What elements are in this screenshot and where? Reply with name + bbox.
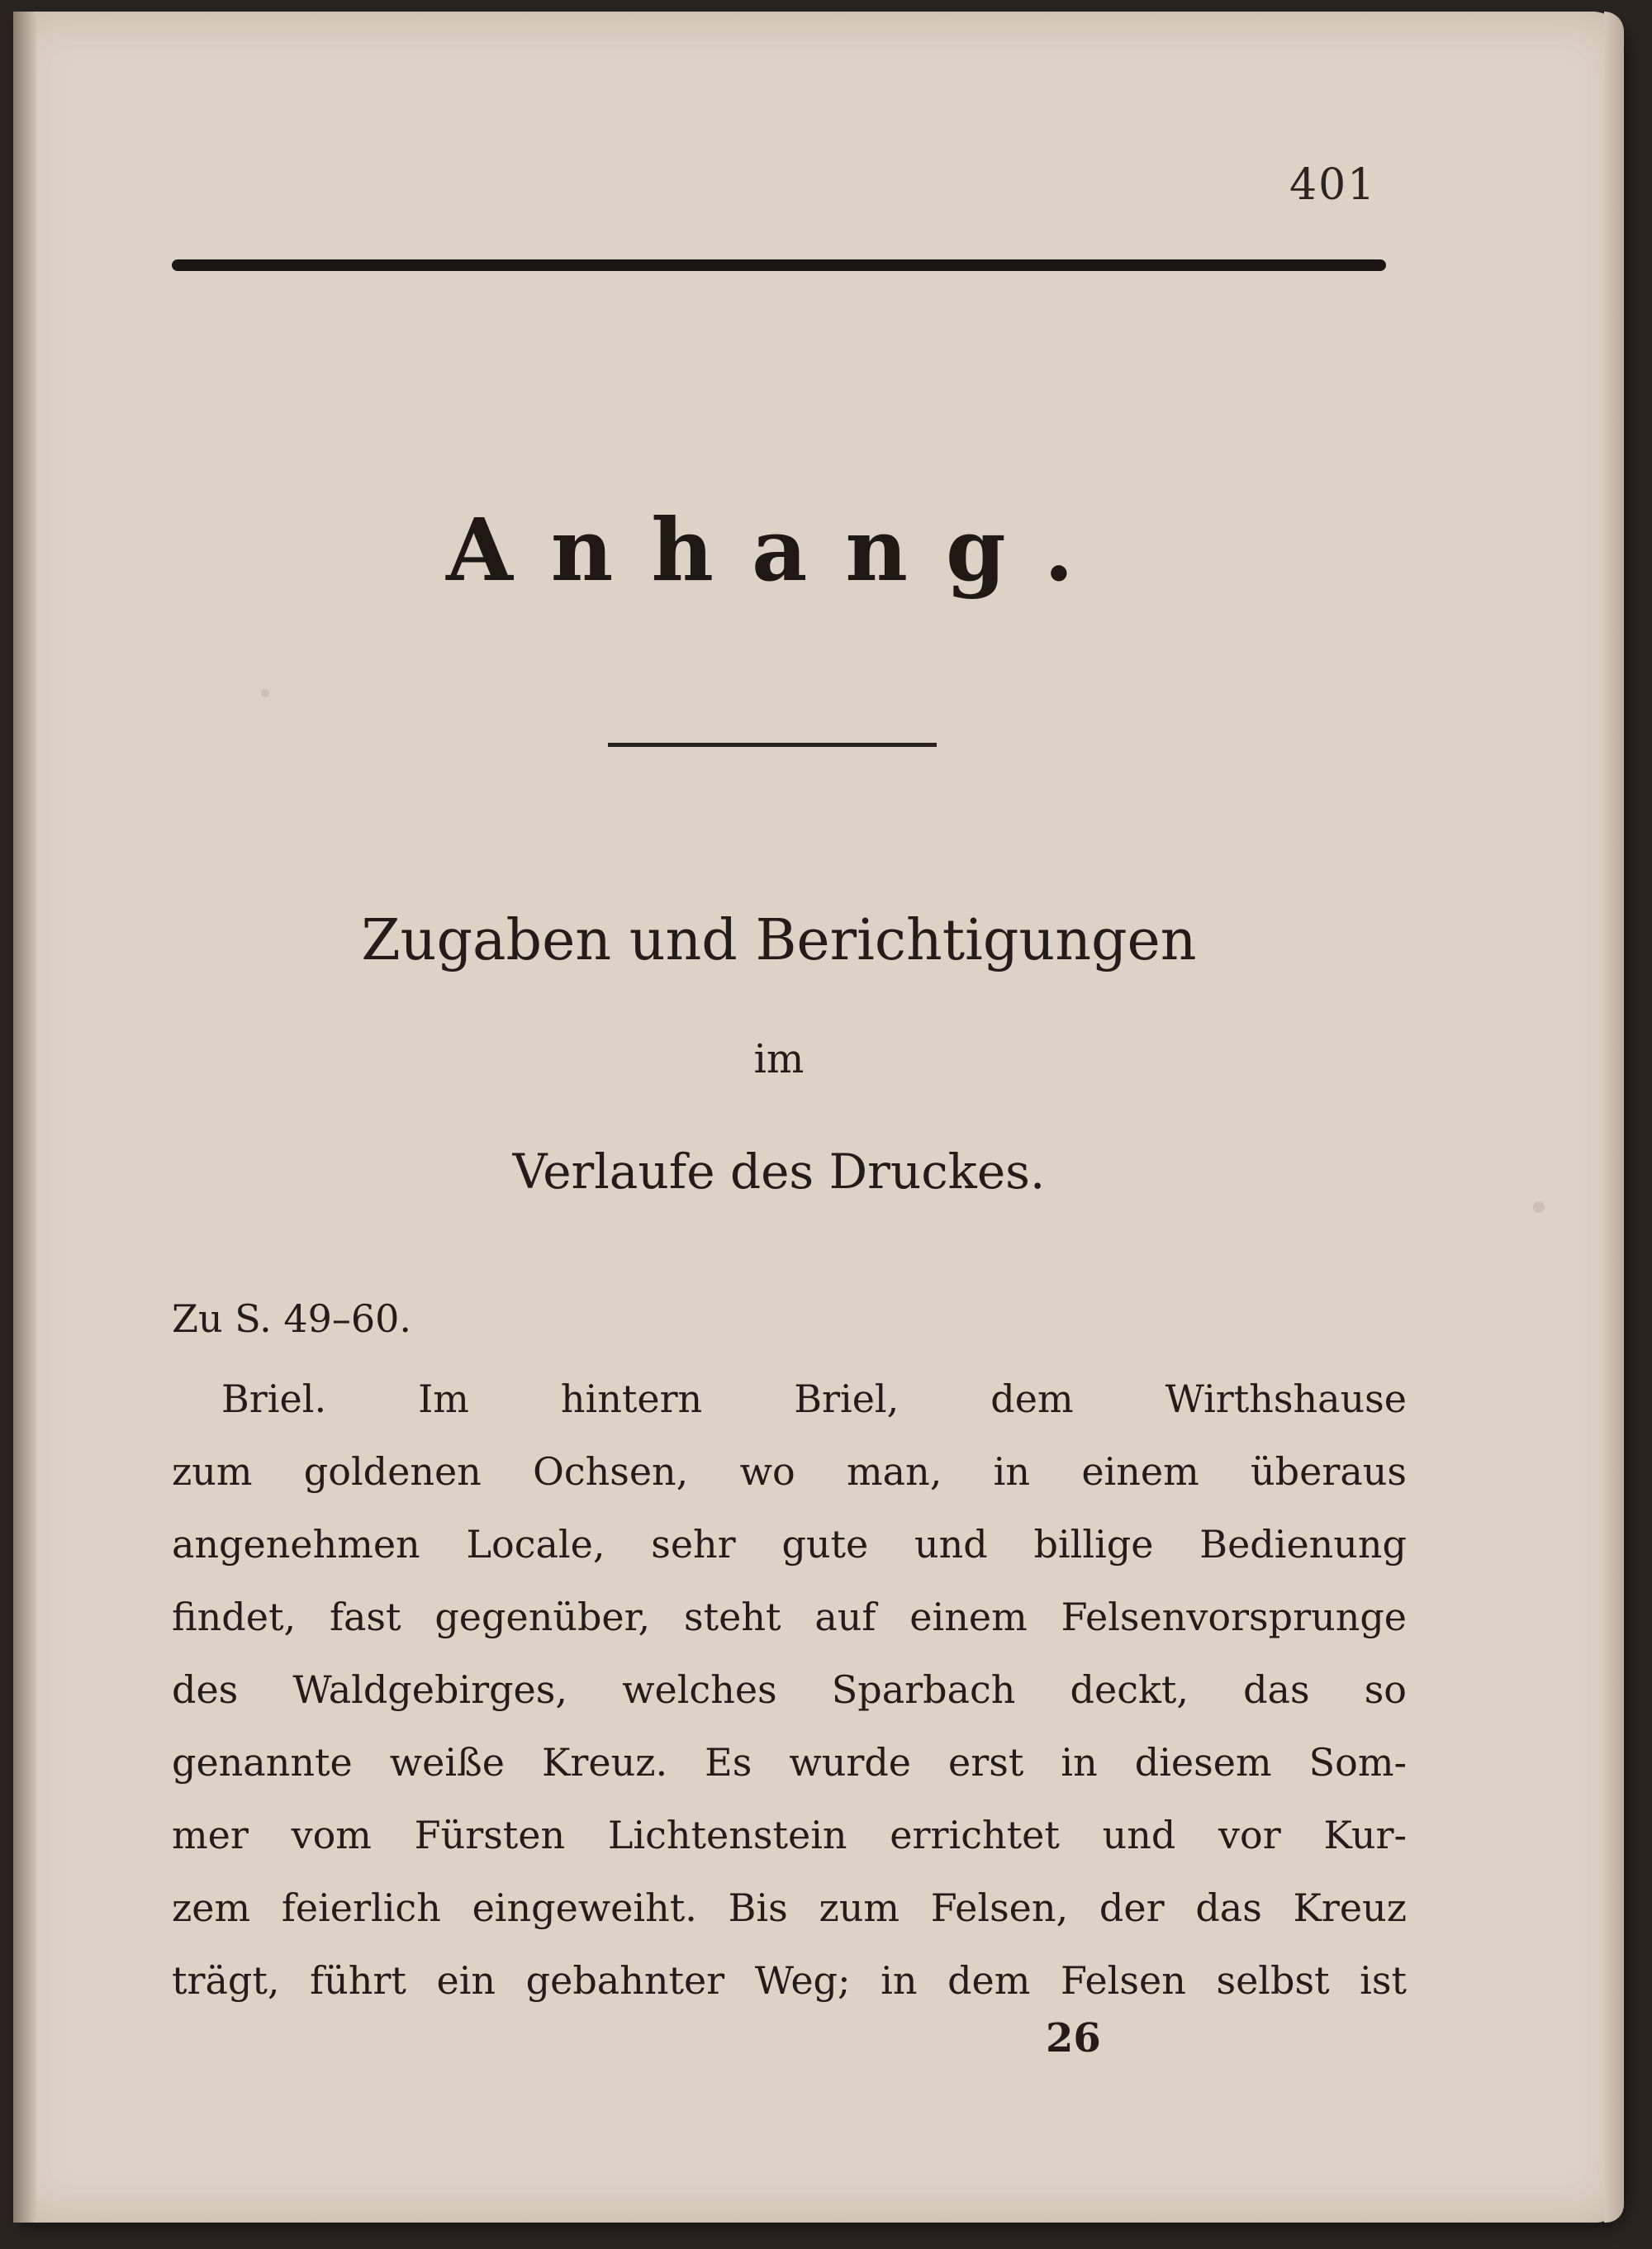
paper-spot (261, 689, 269, 697)
body-line: mer vom Fürsten Lichtenstein errichtet und vor Kur- (172, 1813, 1407, 1857)
printer-signature-mark: 26 (1046, 2015, 1101, 2061)
body-line: findet, fast gegenüber, steht auf einem Felsenvorsprunge (172, 1595, 1407, 1639)
section-divider (608, 743, 937, 747)
section-heading: Anhang. (446, 499, 1112, 601)
body-line: des Waldgebirges, welches Sparbach deckt, das so (172, 1667, 1407, 1712)
subtitle-line-1: Zugaben und Berichtigungen (361, 908, 1197, 973)
page-gutter (13, 12, 36, 2223)
body-line: genannte weiße Kreuz. Es wurde erst in diesem Som- (172, 1740, 1407, 1785)
subtitle-line-3: Verlaufe des Druckes. (512, 1144, 1046, 1200)
top-rule (172, 259, 1386, 271)
body-line: zum goldenen Ochsen, wo man, in einem überaus (172, 1449, 1407, 1494)
body-line: trägt, führt ein gebahnter Weg; in dem Felsen selbst ist (172, 1958, 1407, 2003)
body-line: angenehmen Locale, sehr gute und billige Bedienung (172, 1522, 1407, 1567)
paper-spot (1533, 1201, 1545, 1213)
subtitle-line-2: im (753, 1036, 805, 1082)
body-line: Briel. Im hintern Briel, dem Wirthshause (221, 1377, 1407, 1421)
page-number: 401 (1289, 160, 1377, 210)
page-reference: Zu S. 49–60. (172, 1296, 412, 1341)
page-edge (1604, 12, 1624, 2223)
body-line: zem feierlich eingeweiht. Bis zum Felsen, der das Kreuz (172, 1885, 1407, 1930)
body-paragraph (172, 1362, 1407, 2017)
book-page (13, 12, 1624, 2223)
